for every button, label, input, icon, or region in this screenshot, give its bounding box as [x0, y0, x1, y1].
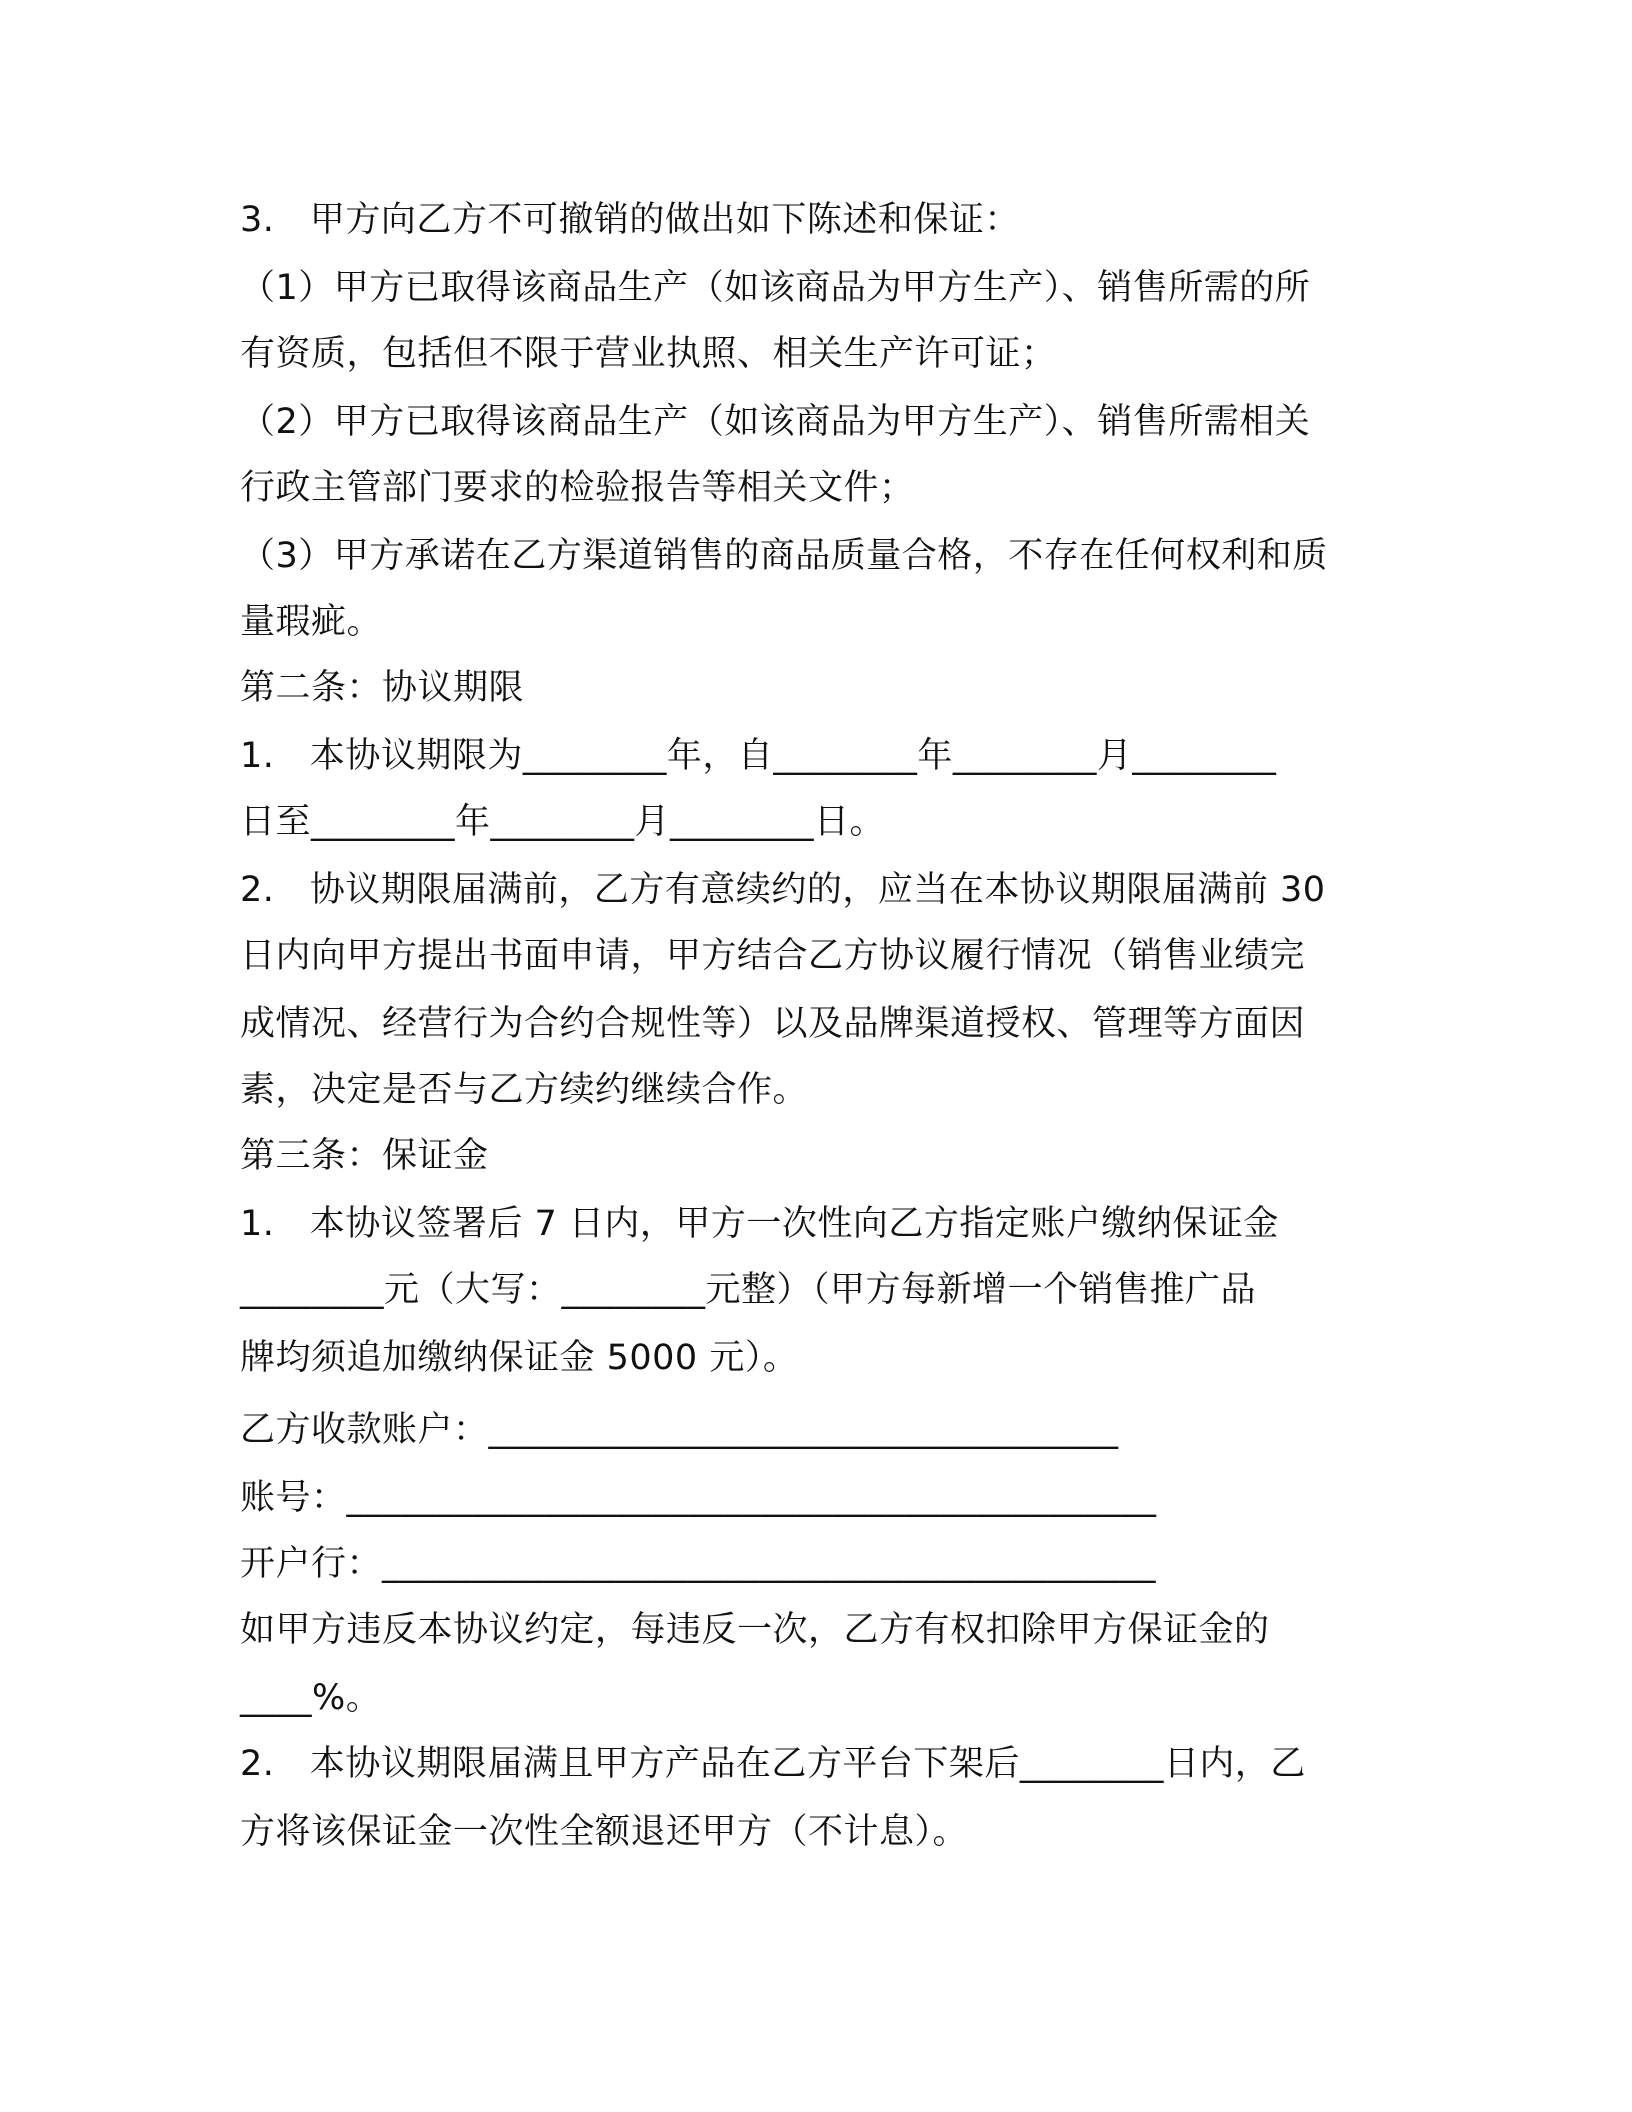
refund-clause-cont: 方将该保证金一次性全额退还甲方（不计息）。 [240, 1812, 969, 1852]
deduction-clause: 如甲方违反本协议约定，每违反一次，乙方有权扣除甲方保证金的 [240, 1610, 1270, 1650]
article-2-renewal-cont-1: 日内向甲方提出书面申请，甲方结合乙方协议履行情况（销售业绩完 [240, 936, 1306, 976]
clause-3-item-2-cont: 行政主管部门要求的检验报告等相关文件； [240, 468, 915, 508]
article-2-renewal-cont-3: 素，决定是否与乙方续约继续合作。 [240, 1070, 809, 1110]
clause-3-item-2: （2）甲方已取得该商品生产（如该商品为甲方生产）、销售所需相关 [240, 402, 1311, 442]
clause-3-item-1-cont: 有资质，包括但不限于营业执照、相关生产许可证； [240, 334, 1057, 374]
article-2-title: 第二条：协议期限 [240, 668, 525, 708]
article-3-deposit: 1. 本协议签署后 7 日内，甲方一次性向乙方指定账户缴纳保证金 [240, 1204, 1279, 1244]
refund-clause: 2. 本协议期限届满且甲方产品在乙方平台下架后________日内，乙 [240, 1744, 1306, 1784]
article-3-title: 第三条：保证金 [240, 1136, 489, 1176]
article-2-term-line-cont: 日至________年________月________日。 [240, 802, 886, 842]
deduction-clause-cont: ____%。 [240, 1678, 382, 1718]
article-2-term-line: 1. 本协议期限为________年，自________年________月________ [240, 736, 1277, 776]
clause-3-item-1: （1）甲方已取得该商品生产（如该商品为甲方生产）、销售所需的所 [240, 268, 1311, 308]
receiving-account-line: 乙方收款账户：___________________________________ [240, 1410, 1119, 1450]
article-3-deposit-cont-1: ________元（大写：________元整）（甲方每新增一个销售推广品 [240, 1270, 1257, 1310]
clause-3-item-3-cont: 量瑕疵。 [240, 602, 383, 642]
clause-3-heading: 3. 甲方向乙方不可撤销的做出如下陈述和保证： [240, 200, 1020, 240]
bank-line: 开户行：___________________________________________ [240, 1544, 1157, 1584]
clause-3-item-3: （3）甲方承诺在乙方渠道销售的商品质量合格，不存在任何权利和质 [240, 536, 1328, 576]
account-number-line: 账号：_____________________________________________ [240, 1478, 1157, 1518]
article-2-renewal-cont-2: 成情况、经营行为合约合规性等）以及品牌渠道授权、管理等方面因 [240, 1004, 1306, 1044]
article-2-renewal: 2. 协议期限届满前，乙方有意续约的，应当在本协议期限届满前 30 [240, 870, 1326, 910]
article-3-deposit-cont-2: 牌均须追加缴纳保证金 5000 元）。 [240, 1338, 799, 1378]
